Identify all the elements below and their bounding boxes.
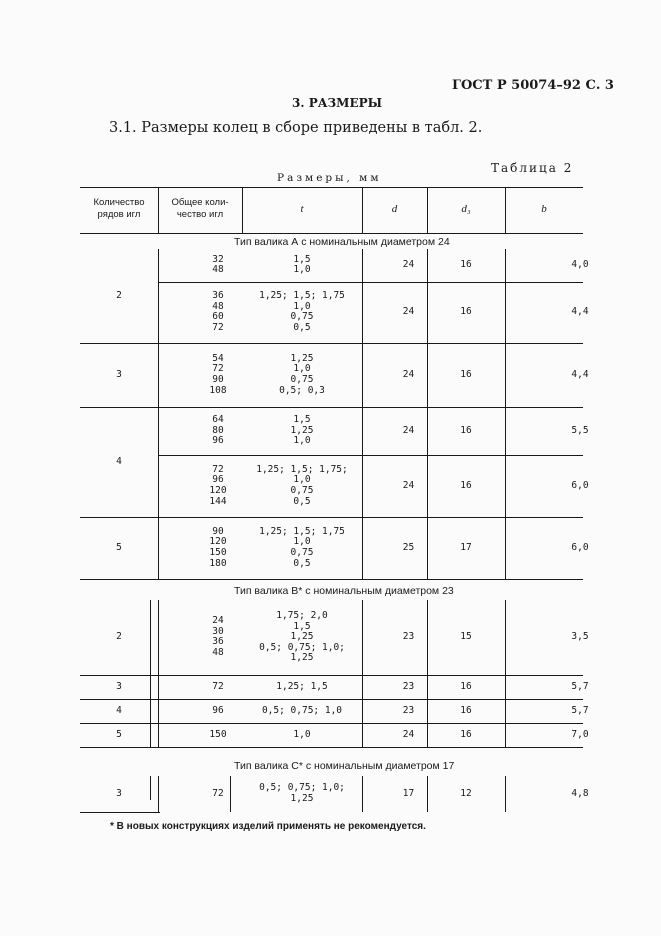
rule: [158, 455, 583, 456]
rule: [505, 249, 506, 579]
cell-rows-count: 5: [116, 541, 122, 553]
col-d-line: d: [391, 203, 398, 215]
table-caption: Размеры, мм: [277, 172, 382, 184]
cell-b: 4,4: [571, 306, 589, 318]
cell-total-count: 72: [212, 787, 224, 799]
cell-total-count: 36 48 60 72: [212, 290, 224, 334]
rule: [505, 776, 506, 812]
rule: [362, 249, 363, 579]
rule: [362, 600, 363, 747]
cell-d: 24: [402, 259, 415, 271]
cell-rows-count: 2: [116, 631, 122, 643]
section-title: 3. РАЗМЕРЫ: [292, 96, 383, 110]
rule: [80, 187, 583, 188]
cell-rows-count: 4: [116, 704, 122, 716]
cell-rows-count: 3: [116, 680, 122, 692]
cell-b: 5,5: [571, 424, 589, 436]
cell-b: 4,8: [571, 787, 589, 799]
cell-d: 23: [402, 680, 415, 692]
rule: [158, 282, 583, 283]
cell-d3: 16: [460, 728, 472, 740]
cell-t: 1,5 1,0: [293, 253, 311, 276]
cell-d3: 16: [460, 259, 472, 271]
section-title: Тип валика А с номинальным диаметром 24: [234, 236, 450, 248]
cell-d: 25: [402, 541, 415, 553]
cell-d3: 17: [460, 541, 472, 553]
cell-total-count: 96: [212, 704, 224, 716]
cell-rows-count: 5: [116, 728, 122, 740]
cell-total-count: 32 48: [212, 253, 224, 276]
cell-b: 5,7: [571, 704, 589, 716]
rule: [158, 776, 159, 812]
cell-d3: 16: [460, 704, 472, 716]
rule: [505, 600, 506, 747]
cell-t: 1,25; 1,5: [276, 680, 328, 692]
cell-t: 1,25; 1,5; 1,75 1,0 0,75 0,5: [259, 290, 345, 334]
cell-d: 24: [402, 479, 415, 491]
rule: [80, 407, 583, 408]
cell-t: 1,25; 1,5; 1,75; 1,0 0,75 0,5: [256, 463, 348, 507]
col-b: [505, 203, 583, 215]
cell-d: 23: [402, 704, 415, 716]
section-title: Тип валика С* с номинальным диаметром 17: [234, 760, 455, 772]
section-text: 3.1. Размеры колец в сборе приведены в табл. 2.: [109, 120, 483, 136]
cell-rows-count: 4: [116, 455, 122, 467]
cell-rows-count: 3: [116, 787, 122, 799]
cell-total-count: 72: [212, 680, 224, 692]
cell-total-count: 72 96 120 144: [209, 463, 227, 507]
col-t: [242, 203, 362, 215]
cell-t: 0,5; 0,75; 1,0: [261, 704, 343, 716]
col-total-count-line: чество игл: [176, 209, 224, 220]
cell-total-count: 24 30 36 48: [212, 615, 224, 659]
cell-t: 1,0: [293, 728, 311, 740]
rule: [80, 675, 583, 676]
cell-total-count: 64 80 96: [212, 414, 224, 447]
rule: [158, 249, 159, 579]
col-rows-count-line: рядов игл: [97, 209, 141, 220]
col-b-line: b: [541, 203, 547, 215]
cell-total-count: 150: [209, 728, 227, 740]
rule: [362, 776, 363, 812]
page-header: ГОСТ Р 50074–92 С. 3: [452, 78, 614, 93]
cell-t: 1,75; 2,0 1,5 1,25 0,5; 0,75; 1,0; 1,25: [259, 610, 345, 664]
cell-d3: 16: [460, 680, 472, 692]
cell-d: 24: [402, 424, 415, 436]
rule: [158, 600, 159, 747]
cell-b: 6,0: [571, 479, 589, 491]
cell-d: 24: [402, 728, 415, 740]
rule: [80, 517, 583, 518]
cell-b: 3,5: [571, 631, 589, 643]
rule: [80, 579, 583, 580]
table-label: Таблица 2: [491, 161, 574, 175]
col-total-count-line: Общее коли-: [171, 197, 229, 208]
cell-t: 1,25; 1,5; 1,75 1,0 0,75 0,5: [259, 525, 345, 569]
cell-d: 24: [402, 306, 415, 318]
cell-t: 0,5; 0,75; 1,0; 1,25: [259, 782, 345, 804]
rule: [80, 343, 583, 344]
rule: [80, 812, 160, 813]
cell-total-count: 90 120 150 180: [209, 525, 227, 569]
cell-t: 1,5 1,25 1,0: [290, 414, 314, 447]
col-d: [362, 203, 427, 215]
cell-b: 4,0: [571, 259, 589, 271]
cell-d: 17: [402, 787, 415, 799]
rule: [80, 699, 583, 700]
rule: [427, 249, 428, 579]
cell-d3: 12: [460, 787, 472, 799]
cell-d3: 16: [460, 424, 472, 436]
cell-t: 1,25 1,0 0,75 0,5; 0,3: [279, 352, 325, 396]
cell-d3: 15: [460, 631, 472, 643]
rule: [80, 233, 583, 234]
cell-d3: 16: [460, 306, 472, 318]
col-d3-line: d₃: [461, 203, 471, 215]
cell-d: 23: [402, 631, 415, 643]
cell-d3: 16: [460, 368, 472, 380]
footnote: * В новых конструкциях изделий применять не рекомендуется.: [110, 821, 426, 832]
col-total-count: [158, 197, 242, 221]
rule: [150, 600, 151, 747]
cell-b: 4,4: [571, 368, 589, 380]
cell-rows-count: 3: [116, 368, 122, 380]
cell-d3: 16: [460, 479, 472, 491]
col-t-line: t: [300, 203, 304, 215]
cell-d: 24: [402, 368, 415, 380]
cell-b: 5,7: [571, 680, 589, 692]
col-d3: [427, 203, 505, 215]
section-title: Тип валика В* с номинальным диаметром 23: [234, 585, 454, 597]
cell-b: 7,0: [571, 728, 589, 740]
cell-rows-count: 2: [116, 289, 122, 301]
col-rows-count: [80, 197, 158, 221]
col-rows-count-line: Количество: [93, 197, 145, 208]
rule: [80, 747, 583, 748]
cell-b: 6,0: [571, 541, 589, 553]
cell-total-count: 54 72 90 108: [209, 352, 227, 396]
rule: [427, 600, 428, 747]
rule: [80, 723, 583, 724]
